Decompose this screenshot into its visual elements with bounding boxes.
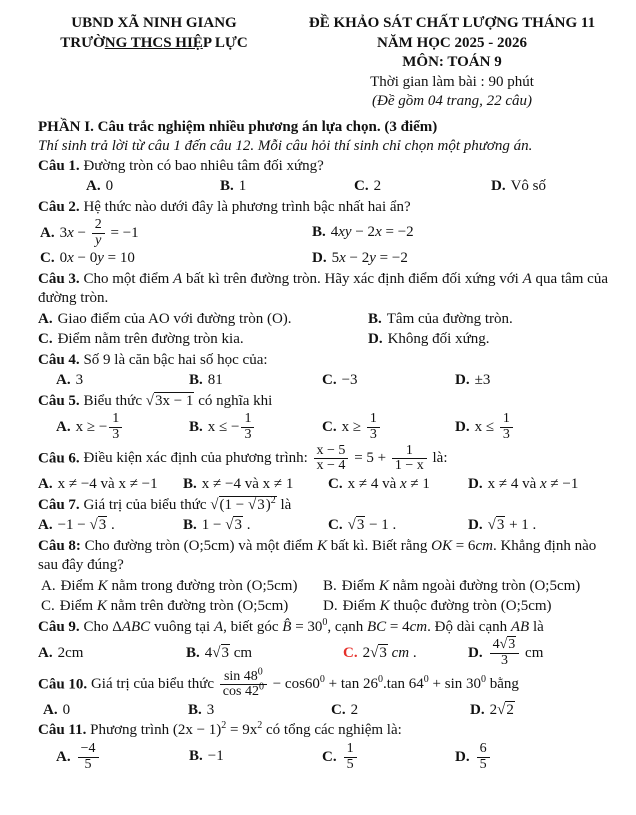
question-11-options	[38, 742, 610, 772]
exam-title-line-2: NĂM HỌC 2025 - 2026	[377, 34, 527, 51]
question-9	[38, 618, 610, 638]
option-b: B. x ≠ −4 và x ≠ 1	[183, 476, 294, 493]
option-c-correct-highlight: C. 2 √ 3 cm .	[343, 644, 468, 664]
header-organization	[38, 14, 270, 112]
option-c: C. Điểm K nằm trên đường tròn (O;5cm)	[41, 598, 289, 615]
option-a: A. −1 − √ 3 .	[38, 516, 183, 536]
option-c: C. Điểm nằm trên đường tròn kia.	[38, 331, 244, 348]
question-5	[38, 392, 610, 412]
question-10-text: Giá trị của biểu thức $\frac{\sin 48^0}{\cos 42^0}$ − $\cos 60^0 + \tan 26^0.\tan$ $64^0 + \sin 30^0$ bằng	[90, 665, 519, 700]
option-c: C. x ≠ 4 và x ≠ 1	[328, 476, 430, 493]
option-d: D. 2 √ 2	[470, 701, 610, 721]
option-a: A. 2cm	[38, 644, 84, 661]
option-c: C. 2	[354, 178, 382, 194]
option-d: D. ±3	[455, 372, 491, 389]
question-11	[38, 721, 610, 741]
question-3-options-row-2	[38, 330, 610, 350]
question-6-text: Điều kiện xác định của phương trình: $\frac{x - 5}{x - 4}$ = 5 + $\frac{1}{1 - x}$ là:	[83, 442, 448, 474]
question-3-text: Cho một điểm A bất kì trên đường tròn. Hãy xác định điểm đối xứng với A qua tâm của đường tròn.	[38, 270, 608, 307]
question-7-label: Câu 7.	[38, 496, 80, 513]
question-5-label: Câu 5.	[38, 392, 80, 409]
exam-note: (Đề gồm 04 trang, 22 câu)	[372, 93, 532, 109]
question-7	[38, 496, 610, 516]
question-3-label: Câu 3.	[38, 270, 80, 287]
question-7-text: Giá trị của biểu thức √ (1 − √ 3)$^2$ là	[83, 496, 291, 513]
option-b: B. Tâm của đường tròn.	[368, 310, 513, 327]
option-b: B. 81	[189, 372, 223, 389]
option-d: D. 5x − 2y = −2	[312, 250, 408, 267]
option-b: B. 1 − √ 3 .	[183, 516, 328, 536]
question-8	[38, 537, 610, 576]
org-line-1: UBND XÃ NINH GIANG	[71, 15, 237, 31]
option-d: D. $\frac{6}{5}$	[455, 742, 610, 772]
option-c: C. √ 3 − 1 .	[328, 516, 468, 536]
option-a: A. 0	[43, 701, 71, 718]
exam-page	[38, 14, 610, 772]
option-a: A. $\frac{-4}{5}$	[56, 742, 189, 772]
question-5-options	[38, 412, 610, 442]
question-8-options-row-2	[38, 597, 610, 617]
option-c: C. 0x − 0y = 10	[40, 250, 135, 267]
question-9-text: Cho ΔABC vuông tại A, biết góc B̂ = $30^0$, cạnh BC = 4cm. Độ dài cạnh AB là	[83, 616, 544, 635]
question-4	[38, 351, 610, 371]
option-c: C. 2	[331, 701, 359, 718]
option-d: D. x ≤ $\frac{1}{3}$	[455, 412, 610, 442]
option-b: B. 4xy − 2x = −2	[312, 224, 414, 241]
option-d: D. x ≠ 4 và x ≠ −1	[468, 476, 579, 493]
question-9-options	[38, 638, 610, 668]
question-2	[38, 198, 610, 218]
page-header	[38, 14, 610, 112]
option-b: B. 3	[188, 701, 215, 718]
question-1-text: Đường tròn có bao nhiêu tâm đối xứng?	[83, 157, 324, 174]
question-1-label: Câu 1.	[38, 157, 80, 174]
question-8-options-row-1	[38, 577, 610, 597]
question-8-label: Câu 8:	[38, 537, 81, 554]
exam-subject: MÔN: TOÁN 9	[402, 54, 502, 70]
question-3	[38, 270, 610, 309]
option-d: D. √ 3 + 1 .	[468, 516, 610, 536]
question-2-text: Hệ thức nào dưới đây là phương trình bậc nhất hai ẩn?	[83, 198, 411, 215]
option-c: C. x ≥ $\frac{1}{3}$	[322, 412, 455, 442]
option-d: D. Điểm K thuộc đường tròn (O;5cm)	[323, 598, 552, 615]
option-a: A. 3	[56, 372, 84, 389]
section-heading: PHẦN I. Câu trắc nghiệm nhiều phương án lựa chọn. (3 điểm)	[38, 118, 438, 135]
question-10-options	[38, 701, 610, 721]
question-4-text: Số 9 là căn bậc hai số học của:	[83, 351, 268, 368]
header-exam-title	[294, 14, 610, 112]
option-a: A. 3x − $\frac{2}{y}$ = −1	[40, 217, 139, 248]
question-1	[38, 157, 610, 177]
question-6	[38, 444, 610, 474]
question-11-text: Phương trình $(2x - 1)^2 = 9x^2$ có tổng các nghiệm là:	[90, 720, 402, 739]
option-d: D. Vô số	[491, 178, 547, 194]
question-5-text: Biểu thức √ 3x − 1 có nghĩa khi	[83, 392, 272, 409]
option-c: C. $\frac{1}{5}$	[322, 742, 455, 772]
question-6-label: Câu 6.	[38, 450, 80, 467]
question-3-options-row-1	[38, 310, 610, 330]
option-c: C. −3	[322, 372, 358, 389]
question-10-label: Câu 10.	[38, 676, 88, 693]
question-9-label: Câu 9.	[38, 618, 80, 635]
exam-title-line-1: ĐỀ KHẢO SÁT CHẤT LƯỢNG THÁNG 11	[308, 15, 596, 31]
option-d: D. $\frac{4 √ 3}{3}$ cm	[468, 638, 610, 668]
option-a: A. Giao điểm của AO với đường tròn (O).	[38, 310, 292, 327]
question-2-options-row-1	[38, 218, 610, 248]
option-d: D. Không đối xứng.	[368, 331, 490, 348]
option-b: B. 1	[220, 178, 247, 194]
option-a: A. 0	[86, 178, 114, 194]
question-6-options	[38, 475, 610, 495]
question-4-label: Câu 4.	[38, 351, 80, 368]
option-b: B. Điểm K nằm ngoài đường tròn (O;5cm)	[323, 577, 581, 594]
option-b: B. x ≤ − $\frac{1}{3}$	[189, 412, 322, 442]
option-a: A. x ≠ −4 và x ≠ −1	[38, 476, 158, 493]
question-2-label: Câu 2.	[38, 198, 80, 215]
question-2-options-row-2	[38, 249, 610, 269]
option-b: B. −1	[189, 748, 224, 765]
question-4-options	[38, 371, 610, 391]
question-7-options	[38, 516, 610, 536]
option-b: B. 4 √ 3 cm	[186, 644, 343, 664]
question-8-text: Cho đường tròn (O;5cm) và một điểm K bất kì. Biết rằng OK = 6cm. Khẳng định nào sau đây đúng?	[38, 537, 597, 574]
exam-duration: Thời gian làm bài : 90 phút	[370, 73, 534, 90]
question-10	[38, 665, 610, 700]
section-instruction: Thí sinh trả lời từ câu 1 đến câu 12. Mỗi câu hỏi thí sinh chỉ chọn một phương án.	[38, 138, 533, 154]
question-1-options	[38, 177, 610, 197]
option-a: A. x ≥ − $\frac{1}{3}$	[56, 412, 189, 442]
org-line-2: TRƯỜNG THCS HIỆP LỰC	[60, 34, 248, 51]
question-11-label: Câu 11.	[38, 722, 87, 739]
option-a: A. Điểm K nằm trong đường tròn (O;5cm)	[41, 577, 298, 594]
